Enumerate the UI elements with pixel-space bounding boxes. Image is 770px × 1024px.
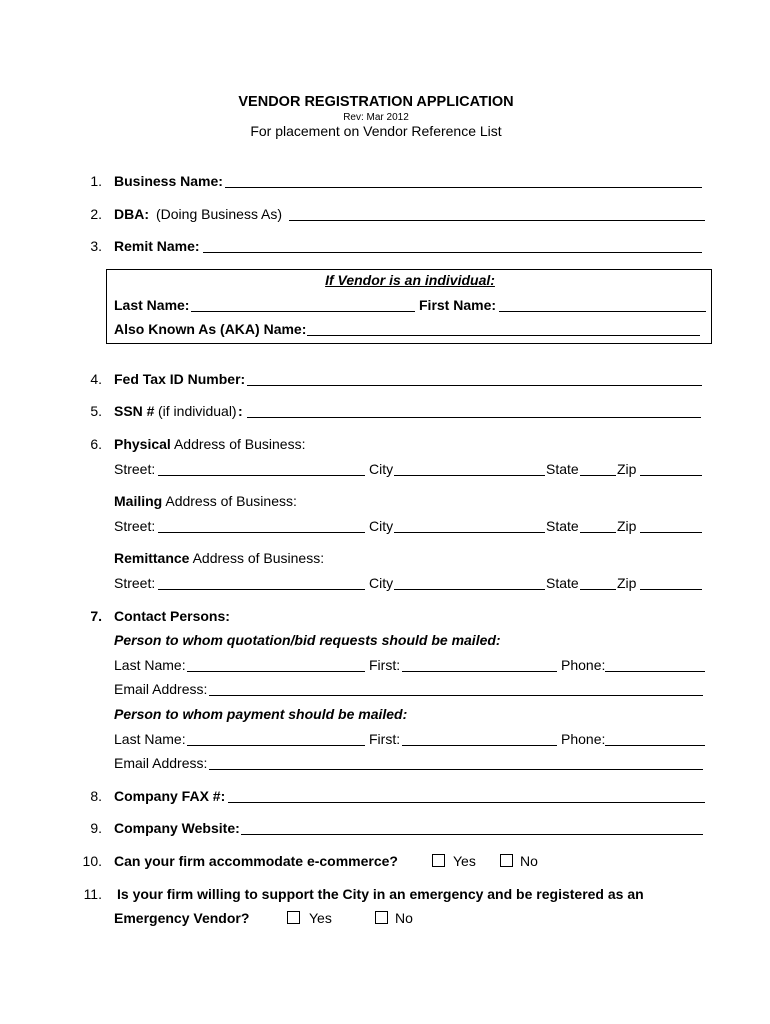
- quote-email-label: Email Address:: [114, 681, 208, 697]
- dba-field[interactable]: [289, 220, 705, 221]
- form-title: VENDOR REGISTRATION APPLICATION: [238, 94, 514, 110]
- ecommerce-yes-label: Yes: [453, 853, 476, 869]
- individual-heading: If Vendor is an individual:: [325, 272, 495, 288]
- q10-number: 10.: [82, 853, 102, 869]
- ecommerce-no-label: No: [520, 853, 538, 869]
- fed-tax-id-label: Fed Tax ID Number:: [114, 371, 246, 387]
- remittance-label: Remittance: [114, 550, 190, 566]
- ssn-label: SSN #: [114, 403, 155, 419]
- payment-last-name-field[interactable]: [187, 745, 365, 746]
- quote-phone-label: Phone:: [561, 657, 606, 673]
- remittance-zip-label: Zip: [617, 575, 637, 591]
- payment-phone-label: Phone:: [561, 731, 606, 747]
- physical-city-label: City: [369, 461, 394, 477]
- contact-persons-label: Contact Persons:: [114, 608, 230, 624]
- quote-last-name-field[interactable]: [187, 671, 365, 672]
- form-subtitle: For placement on Vendor Reference List: [250, 123, 502, 139]
- mailing-address-heading: [114, 493, 297, 509]
- q2-number: 2.: [90, 206, 102, 222]
- mailing-rest: Address of Business:: [165, 493, 297, 509]
- mailing-state-label: State: [546, 518, 579, 534]
- quote-contact-heading: Person to whom quotation/bid requests should be mailed:: [114, 632, 501, 648]
- q8-number: 8.: [90, 788, 102, 804]
- quote-phone-field[interactable]: [605, 671, 705, 672]
- emergency-vendor-label: Emergency Vendor?: [114, 910, 250, 926]
- aka-name-field[interactable]: [307, 335, 700, 336]
- payment-contact-heading: Person to whom payment should be mailed:: [114, 706, 408, 722]
- remittance-street-field[interactable]: [158, 589, 365, 590]
- individual-first-name-label: First Name:: [419, 297, 497, 313]
- payment-last-name-label: Last Name:: [114, 731, 186, 747]
- q7-number: 7.: [90, 608, 102, 624]
- mailing-street-label: Street:: [114, 518, 156, 534]
- ssn-hint: (if individual): [158, 403, 237, 419]
- ssn-colon: :: [238, 403, 243, 419]
- ecommerce-label: Can your firm accommodate e-commerce?: [114, 853, 398, 869]
- physical-label: Physical: [114, 436, 171, 452]
- payment-first-field[interactable]: [402, 745, 557, 746]
- mailing-city-label: City: [369, 518, 394, 534]
- individual-first-name-field[interactable]: [499, 311, 706, 312]
- payment-first-label: First:: [369, 731, 401, 747]
- remittance-address-heading: [114, 550, 324, 566]
- physical-street-field[interactable]: [158, 475, 365, 476]
- mailing-zip-label: Zip: [617, 518, 637, 534]
- company-website-label: Company Website:: [114, 820, 240, 836]
- q11-number: 11.: [83, 886, 102, 902]
- business-name-field[interactable]: [225, 187, 702, 188]
- remit-name-label: Remit Name:: [114, 238, 200, 254]
- dba-label: DBA:: [114, 206, 149, 222]
- quote-email-field[interactable]: [209, 695, 703, 696]
- remittance-rest: Address of Business:: [192, 550, 325, 566]
- quote-last-name-label: Last Name:: [114, 657, 186, 673]
- q1-number: 1.: [90, 173, 102, 189]
- emergency-yes-checkbox[interactable]: [287, 911, 300, 924]
- physical-rest: Address of Business:: [173, 436, 306, 452]
- quote-first-field[interactable]: [402, 671, 557, 672]
- q3-number: 3.: [90, 238, 102, 254]
- q5-number: 5.: [90, 403, 102, 419]
- company-website-field[interactable]: [241, 834, 703, 835]
- company-fax-field[interactable]: [228, 802, 705, 803]
- revision-note: Rev: Mar 2012: [343, 112, 409, 123]
- physical-zip-label: Zip: [617, 461, 637, 477]
- remittance-state-label: State: [546, 575, 579, 591]
- physical-state-label: State: [546, 461, 579, 477]
- individual-last-name-field[interactable]: [191, 311, 415, 312]
- payment-phone-field[interactable]: [605, 745, 705, 746]
- individual-last-name-label: Last Name:: [114, 297, 190, 313]
- emergency-yes-label: Yes: [309, 910, 332, 926]
- physical-street-label: Street:: [114, 461, 156, 477]
- company-fax-label: Company FAX #:: [114, 788, 226, 804]
- dba-hint: (Doing Business As): [156, 206, 283, 222]
- physical-address-heading: [114, 436, 305, 452]
- remittance-state-field[interactable]: [580, 589, 616, 590]
- physical-zip-field[interactable]: [640, 475, 702, 476]
- mailing-label: Mailing: [114, 493, 163, 509]
- ecommerce-no-checkbox[interactable]: [500, 854, 513, 867]
- remittance-zip-field[interactable]: [640, 589, 702, 590]
- payment-email-field[interactable]: [209, 769, 703, 770]
- emergency-question-label: Is your firm willing to support the City in an emergency and be registered as an: [117, 886, 644, 902]
- mailing-zip-field[interactable]: [640, 532, 702, 533]
- q9-number: 9.: [90, 820, 102, 836]
- business-name-label: Business Name:: [114, 173, 223, 189]
- emergency-no-checkbox[interactable]: [375, 911, 388, 924]
- remittance-street-label: Street:: [114, 575, 156, 591]
- mailing-city-field[interactable]: [394, 532, 545, 533]
- q6-number: 6.: [90, 436, 102, 452]
- physical-state-field[interactable]: [580, 475, 616, 476]
- remittance-city-field[interactable]: [394, 589, 545, 590]
- remit-name-field[interactable]: [203, 252, 702, 253]
- physical-city-field[interactable]: [394, 475, 545, 476]
- mailing-state-field[interactable]: [580, 532, 616, 533]
- payment-email-label: Email Address:: [114, 755, 208, 771]
- fed-tax-id-field[interactable]: [247, 385, 702, 386]
- mailing-street-field[interactable]: [158, 532, 365, 533]
- quote-first-label: First:: [369, 657, 401, 673]
- emergency-no-label: No: [395, 910, 413, 926]
- ecommerce-yes-checkbox[interactable]: [432, 854, 445, 867]
- q4-number: 4.: [90, 371, 102, 387]
- remittance-city-label: City: [369, 575, 394, 591]
- ssn-field[interactable]: [247, 417, 701, 418]
- aka-name-label: Also Known As (AKA) Name:: [114, 321, 307, 337]
